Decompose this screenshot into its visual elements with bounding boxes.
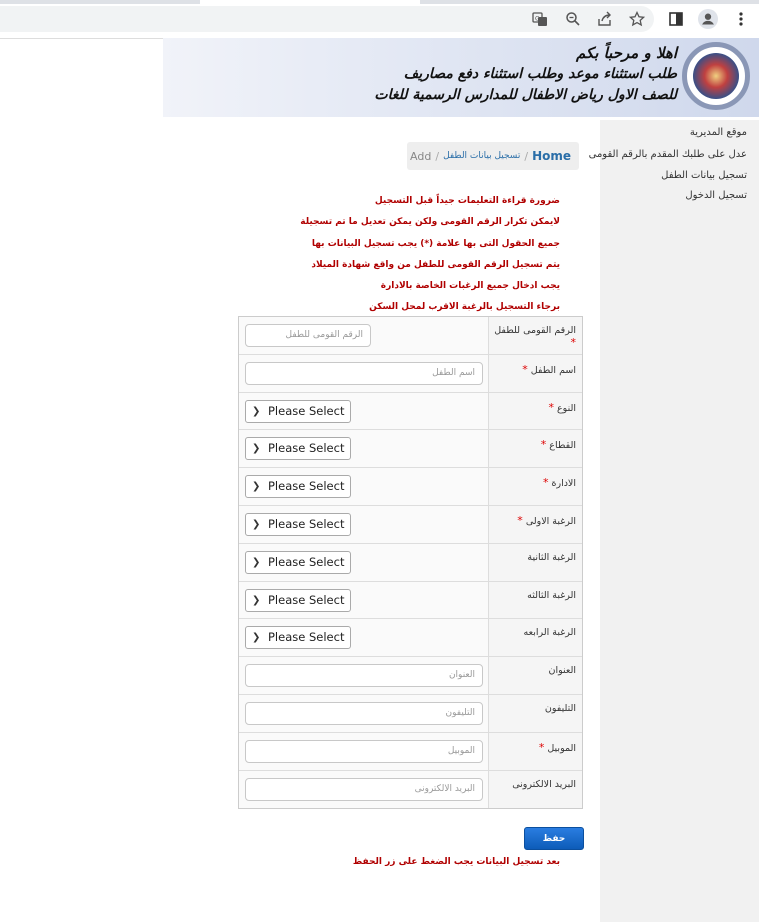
directorate-logo [682,42,750,110]
gender-select-value: Please Select [268,403,345,418]
national-id-input[interactable]: الرقم القومى للطفل [245,324,371,347]
required-mark: * [522,362,528,376]
choice1-label: الرغبة الاولى [525,515,576,527]
save-button[interactable]: حفظ [524,827,584,850]
breadcrumb-section[interactable]: تسجيل بيانات الطفل [443,151,521,161]
gender-select[interactable] [245,400,351,423]
sidebar-item-edit-request[interactable]: عدل على طلبك المقدم بالرقم القومى [588,149,747,160]
gender-label: النوع [557,402,576,414]
breadcrumb-current: Add [410,149,432,163]
administration-select-value: Please Select [268,479,345,494]
chevron-down-icon: ❯ [252,556,261,568]
sidebar [588,120,759,922]
side-panel-icon[interactable] [666,9,686,29]
form-row-national-id [239,317,582,355]
required-mark: * [540,438,547,452]
choice2-select-value: Please Select [268,554,345,569]
sector-select-value: Please Select [268,441,345,456]
form-row-choice3 [239,582,582,620]
bookmark-star-icon[interactable] [627,9,647,29]
form-row-mobile [239,733,582,771]
choice3-label: الرغبة الثالثه [527,589,576,601]
required-mark: * [548,400,554,414]
required-mark: * [538,740,545,754]
instruction-item: لايمكن تكرار الرقم القومى ولكن يمكن تعديل ما تم تسجيلة [300,217,560,228]
phone-input[interactable]: التليفون [245,702,483,725]
child-name-label: اسم الطفل [530,364,576,376]
choice1-select-value: Please Select [268,516,345,531]
national-id-label: الرقم القومى للطفل [494,325,576,336]
chevron-down-icon: ❯ [252,594,261,606]
required-mark: * [517,513,523,527]
sidebar-item-directorate[interactable]: موقع المديرية [689,127,747,138]
site-banner [163,38,759,117]
save-note: بعد تسجيل البيانات يجب الضغط على زر الحفظ [352,857,560,867]
choice4-select[interactable] [245,626,351,649]
form-row-sector [239,430,582,468]
mobile-input[interactable]: الموبيل [245,740,483,763]
email-label: البريد الالكترونى [512,778,576,790]
choice2-label: الرغبة الثانية [527,551,576,563]
choice3-select[interactable] [245,589,351,612]
choice4-select-value: Please Select [268,630,345,645]
registration-form [238,316,583,809]
address-bar[interactable] [0,6,654,32]
banner-welcome: اهلا و مرحباً بكم [575,44,677,62]
chevron-down-icon: ❯ [252,481,261,493]
form-row-email [239,771,582,809]
address-label: العنوان [548,665,576,677]
instruction-item: يجب ادخال جميع الرغبات الخاصة بالادارة [380,281,560,292]
instruction-item: ضرورة قراءة التعليمات جيداً قبل التسجيل [374,196,560,206]
form-row-choice2 [239,544,582,582]
choice3-select-value: Please Select [268,592,345,607]
chevron-down-icon: ❯ [252,443,261,455]
form-row-address [239,657,582,695]
required-mark: * [570,336,576,349]
instruction-item: برجاء التسجيل بالرغبة الاقرب لمحل السكن [369,302,560,313]
form-row-phone [239,695,582,733]
banner-subtitle: طلب استثناء موعد وطلب استثناء دفع مصاريف [403,66,677,82]
sidebar-item-register-child[interactable]: تسجيل بيانات الطفل [661,170,747,181]
choice1-select[interactable] [245,513,351,536]
instruction-item: يتم تسجيل الرقم القومى للطفل من واقع شهادة الميلاد [311,259,560,270]
administration-select[interactable] [245,475,351,498]
share-icon[interactable] [595,9,615,29]
email-input[interactable]: البريد الالكترونى [245,778,483,801]
required-mark: * [542,476,549,490]
breadcrumb-home[interactable]: Home [532,149,571,163]
chevron-down-icon: ❯ [252,632,261,644]
tab-strip [0,0,759,4]
chevron-down-icon: ❯ [252,405,261,417]
instruction-item: جميع الحقول التى بها علامة (*) يجب تسجيل البيانات بها [311,238,560,249]
browser-toolbar [0,0,759,39]
sidebar-item-login[interactable]: تسجيل الدخول [685,190,747,201]
mobile-label: الموبيل [547,742,576,754]
breadcrumb: Add / تسجيل بيانات الطفل / Home [407,142,579,170]
choice2-select[interactable] [245,551,351,574]
child-name-input[interactable]: اسم الطفل [245,362,483,385]
zoom-icon[interactable] [563,9,583,29]
menu-icon[interactable] [731,9,751,29]
sector-select[interactable] [245,437,351,460]
administration-label: الادارة [551,478,576,490]
form-row-child-name [239,355,582,393]
active-tab[interactable] [200,0,420,4]
form-row-choice1 [239,506,582,544]
instructions-list [300,193,560,321]
banner-subtitle-2: للصف الاول رياض الاطفال للمدارس الرسمية للغات [374,87,677,103]
form-row-gender [239,393,582,431]
profile-icon[interactable] [698,9,718,29]
address-input[interactable]: العنوان [245,664,483,687]
form-row-choice4 [239,619,582,657]
form-row-administration [239,468,582,506]
sector-label: القطاع [549,440,576,452]
phone-label: التليفون [544,702,576,714]
translate-icon[interactable] [530,9,550,29]
svg-text:G: G [535,15,540,23]
choice4-label: الرغبة الرابعه [523,627,576,639]
chevron-down-icon: ❯ [252,518,261,530]
